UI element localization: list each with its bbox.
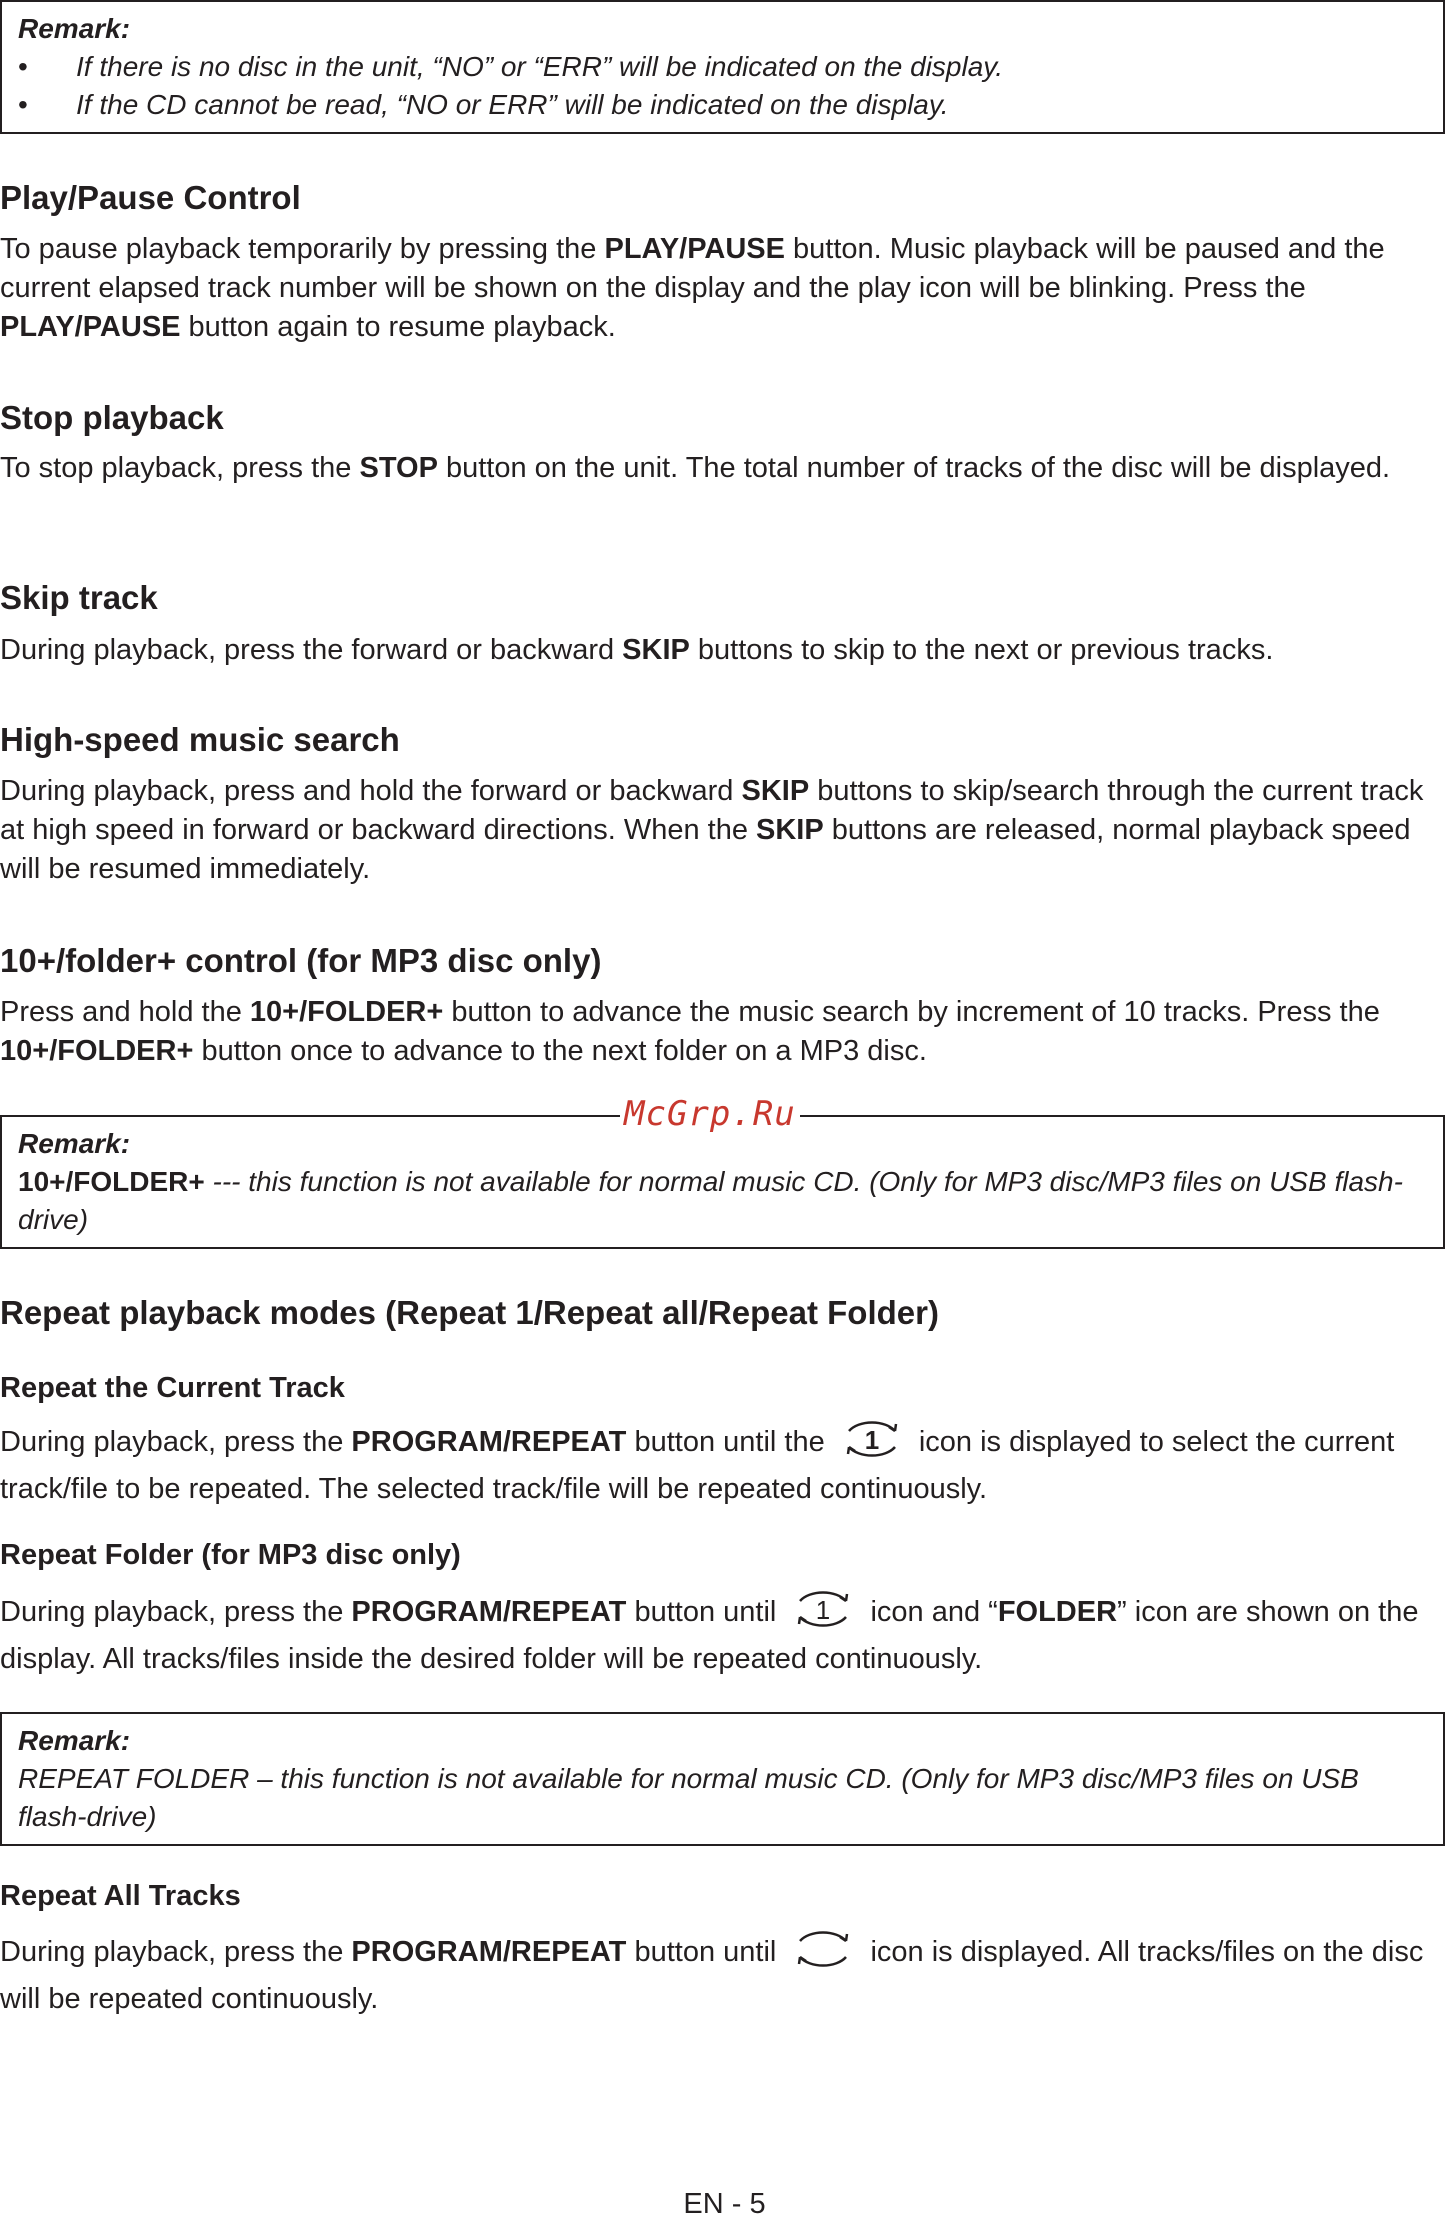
bold-run: PLAY/PAUSE <box>0 311 181 343</box>
bold-run: SKIP <box>756 814 824 846</box>
bold-run: PROGRAM/REPEAT <box>351 1596 627 1628</box>
para-stop <box>0 449 1440 488</box>
remark-title: Remark: <box>18 1725 131 1756</box>
heading-stop: Stop playback <box>0 399 224 436</box>
repeat-one-icon <box>790 1589 856 1640</box>
bullet-icon: • <box>18 51 28 82</box>
svg-text:1: 1 <box>864 1425 879 1455</box>
para-skip <box>0 631 1440 670</box>
text-run: --- this function is not available for normal music CD. (Only for MP3 disc/MP3 files on USB flash-drive) <box>18 1166 1403 1235</box>
watermark: McGrp.Ru <box>620 1094 800 1134</box>
heading-play-pause: Play/Pause Control <box>0 179 301 216</box>
para-search <box>0 772 1440 889</box>
text-run: To stop playback, press the <box>0 452 360 484</box>
svg-text:1: 1 <box>816 1595 831 1625</box>
text-run: button. Music playback will be paused and the current elapsed track number will be shown on the display and the play icon will be blinking. Press the <box>0 233 1385 304</box>
text-run: icon and “ <box>862 1596 998 1628</box>
remark-box-no-disc <box>0 0 1445 134</box>
text-run: button until the <box>626 1426 833 1458</box>
text-run: During playback, press the <box>0 1936 352 1968</box>
bold-run: 10+/FOLDER+ <box>18 1166 205 1197</box>
para-play-pause <box>0 230 1440 347</box>
heading-search: High-speed music search <box>0 721 400 758</box>
text-run: buttons to skip/search through the current track at high speed in forward or backward directions. When the <box>0 775 1424 846</box>
para-repeat-current <box>0 1419 1440 1509</box>
heading-folder-control: 10+/folder+ control (for MP3 disc only) <box>0 942 602 979</box>
text-run: buttons to skip to the next or previous tracks. <box>689 634 1274 666</box>
text-run: During playback, press and hold the forward or backward <box>0 775 742 807</box>
text-run: button to advance the music search by increment of 10 tracks. Press the <box>443 996 1380 1028</box>
remark-title: Remark: <box>18 13 131 44</box>
bold-run: 10+/FOLDER+ <box>0 1035 194 1067</box>
repeat-one-icon <box>839 1419 905 1470</box>
page-number: EN - 5 <box>683 2188 766 2220</box>
heading-repeat: Repeat playback modes (Repeat 1/Repeat all/Repeat Folder) <box>0 1294 939 1331</box>
remark-bullet <box>18 86 1427 124</box>
bold-run: SKIP <box>741 775 810 807</box>
text-run: Press and hold the <box>0 996 250 1028</box>
text-run: ” icon are shown on the display. All tracks/files inside the desired folder will be repeated continuously. <box>0 1596 1419 1675</box>
subheading-repeat-current: Repeat the Current Track <box>0 1372 345 1404</box>
remark-bullet <box>18 48 1427 86</box>
remark-box-repeat-folder <box>0 1712 1445 1846</box>
para-folder-control <box>0 993 1440 1071</box>
text-run: button until <box>626 1596 785 1628</box>
bold-run: PROGRAM/REPEAT <box>351 1426 627 1458</box>
bold-run: PLAY/PAUSE <box>604 233 785 265</box>
subheading-repeat-folder: Repeat Folder (for MP3 disc only) <box>0 1539 461 1571</box>
para-repeat-folder <box>0 1589 1440 1679</box>
text-run: button once to advance to the next folder on a MP3 disc. <box>193 1035 927 1067</box>
text-run: icon is displayed to select the current track/file to be repeated. The selected track/file will be repeated continuously. <box>0 1426 1395 1505</box>
text-run: button on the unit. The total number of tracks of the disc will be displayed. <box>437 452 1391 484</box>
subheading-repeat-all: Repeat All Tracks <box>0 1880 241 1912</box>
text-run: During playback, press the <box>0 1596 352 1628</box>
remark-bullet-text: If the CD cannot be read, “NO or ERR” will be indicated on the display. <box>76 89 949 120</box>
text-run: During playback, press the <box>0 1426 352 1458</box>
text-run: During playback, press the forward or backward <box>0 634 623 666</box>
remark-title: Remark: <box>18 1128 131 1159</box>
remark-text: REPEAT FOLDER – this function is not available for normal music CD. (Only for MP3 disc/MP3 files on USB flash-drive) <box>18 1763 1359 1832</box>
bold-run: STOP <box>359 452 438 484</box>
remark-box-folder <box>0 1115 1445 1249</box>
text-run: icon is displayed. All tracks/files on the disc will be repeated continuously. <box>0 1936 1424 2015</box>
text-run: To pause playback temporarily by pressing the <box>0 233 605 265</box>
heading-skip: Skip track <box>0 579 158 616</box>
bold-run: SKIP <box>622 634 690 666</box>
bold-run: PROGRAM/REPEAT <box>351 1936 627 1968</box>
text-run: button again to resume playback. <box>180 311 616 343</box>
bullet-icon: • <box>18 89 28 120</box>
bold-run: FOLDER <box>997 1596 1118 1628</box>
remark-text <box>18 1163 1427 1239</box>
remark-bullet-text: If there is no disc in the unit, “NO” or “ERR” will be indicated on the display. <box>76 51 1003 82</box>
text-run: buttons are released, normal playback speed will be resumed immediately. <box>0 814 1411 885</box>
repeat-all-icon <box>790 1929 856 1980</box>
bold-run: 10+/FOLDER+ <box>249 996 444 1028</box>
para-repeat-all <box>0 1929 1440 2019</box>
text-run: button until <box>626 1936 785 1968</box>
